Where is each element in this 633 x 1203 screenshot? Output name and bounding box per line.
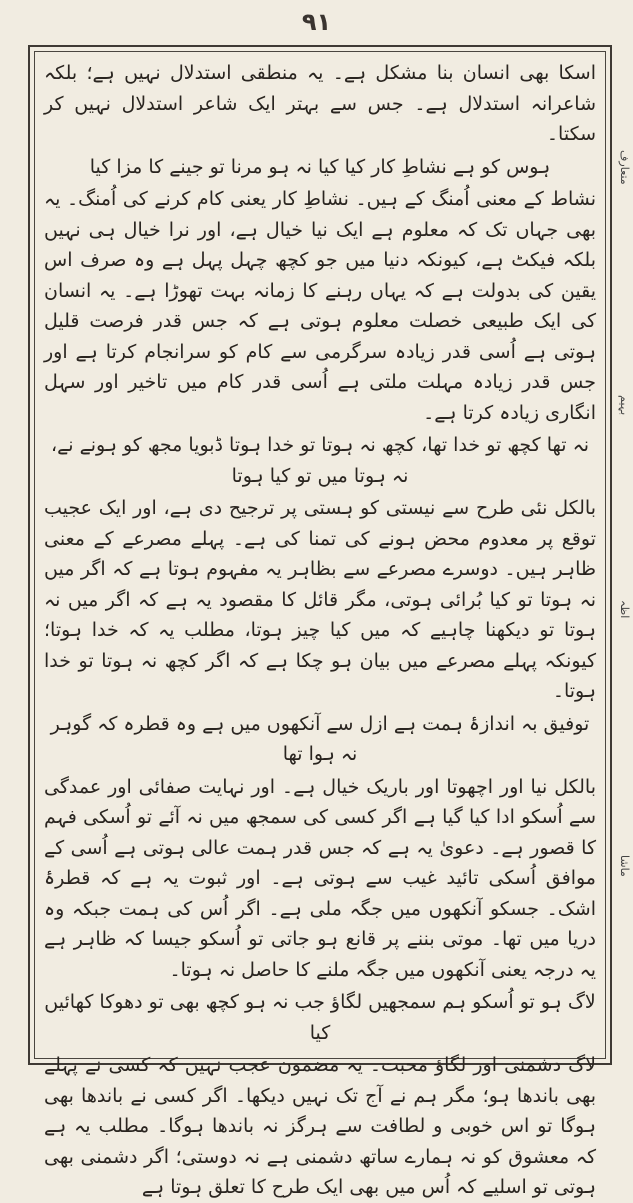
page-text [44, 58, 596, 1198]
margin-note: ماشا [618, 855, 631, 877]
verse-couplet: توفیق بہ اندازۂ ہمت ہے ازل سے آنکھوں میں ہے وہ قطرہ کہ گوہر نہ ہوا تھا [50, 712, 590, 765]
margin-note: بہیم [618, 395, 631, 416]
verse-couplet: لاگ ہو تو اُسکو ہم سمجھیں لگاؤ جب نہ ہو کچھ بھی تو دھوکا کھائیں کیا [44, 991, 596, 1044]
paragraph: نشاط کے معنی اُمنگ کے ہیں۔ نشاطِ کار یعنی کام کرنے کی اُمنگ۔ یہ بھی جہاں تک کہ معلوم ہے ایک نیا خیال ہے، اور نرا خیال ہی نہیں بلکہ فیکٹ ہے، کیونکہ دنیا میں جو کچھ چہل پہل ہے وہ صرف اس یقین کی بدولت ہے کہ یہاں رہنے کا زمانہ بہت تھوڑا ہے۔ یہ انسان کی ایک طبیعی خصلت معلوم ہوتی ہے کہ جس قدر فرصت قلیل ہوتی ہے اُسی قدر زیادہ سرگرمی سے کام کو سرانجام کرتا ہے اور جس قدر زیادہ مہلت ملتی ہے اُسی قدر کام میں تاخیر اور سہل انگاری زیادہ کرتا ہے۔ [44, 188, 596, 424]
paragraph: بالکل نئی طرح سے نیستی کو ہستی پر ترجیح دی ہے، اور ایک عجیب توقع پر معدوم محض ہونے کی تمنا کی ہے۔ پہلے مصرعے کے معنی ظاہر ہیں۔ دوسرے مصرعے سے بظاہر یہ مفہوم ہوتا ہے کہ اگر میں نہ ہوتا تو کیا بُرائی ہوتی، مگر قائل کا مقصود یہ ہے کہ اگر میں نہ ہوتا تو دیکھنا چاہیے کہ میں کیا چیز ہوتا، مطلب یہ کہ خدا ہوتا؛ کیونکہ پہلے مصرعے میں بیان ہو چکا ہے کہ اگر کچھ نہ ہوتا تو خدا ہوتا۔ [44, 497, 596, 702]
verse-couplet: نہ تھا کچھ تو خدا تھا، کچھ نہ ہوتا تو خدا ہوتا ڈبویا مجھ کو ہونے نے، نہ ہوتا میں تو کیا ہوتا [50, 434, 590, 487]
paragraph: بالکل نیا اور اچھوتا اور باریک خیال ہے۔ اور نہایت صفائی اور عمدگی سے اُسکو ادا کیا گیا ہے اگر کسی کی سمجھ میں نہ آئے تو اُسکی فہم کا قصور ہے۔ دعویٰ یہ ہے کہ جس قدر ہمت عالی ہوتی ہے اُسی کے موافق اُسکی تائید غیب سے ہوتی ہے۔ اور ثبوت یہ ہے کہ قطرۂ اشک۔ جسکو آنکھوں میں جگہ ملی ہے۔ اگر اُس کی ہمت جبکہ وہ دریا میں تھا۔ موتی بننے پر قانع ہو جاتی تو اُسکو جیسا کہ ظاہر ہے یہ درجہ یعنی آنکھوں میں جگہ ملنے کا حاصل نہ ہوتا۔ [44, 775, 596, 981]
paragraph: لاگ دشمنی اور لگاؤ محبت۔ یہ مضمون عجب نہیں کہ کسی نے پہلے بھی باندھا ہو؛ مگر ہم نے آج تک نہیں دیکھا۔ اگر کسی نے باندھا بھی ہوگا تو اس خوبی و لطافت سے ہرگز نہ باندھا ہوگا۔ مطلب یہ ہے کہ معشوق کو نہ ہمارے ساتھ دشمنی ہے نہ دوستی؛ اگر دشمنی بھی ہوتی تو اسلیے کہ اُس میں بھی ایک طرح کا تعلق ہوتا ہے [44, 1054, 596, 1198]
page-number: ۹۱ [301, 8, 332, 36]
verse-couplet: ہوس کو ہے نشاطِ کار کیا کیا نہ ہو مرنا تو جینے کا مزا کیا [89, 155, 551, 178]
paragraph: اسکا بھی انسان بنا مشکل ہے۔ یہ منطقی استدلال نہیں ہے؛ بلکہ شاعرانہ استدلال ہے۔ جس سے بہتر ایک شاعر استدلال نہیں کر سکتا۔ [44, 62, 596, 145]
margin-note: اظہ [618, 600, 631, 619]
margin-note: متعارف [618, 150, 631, 185]
